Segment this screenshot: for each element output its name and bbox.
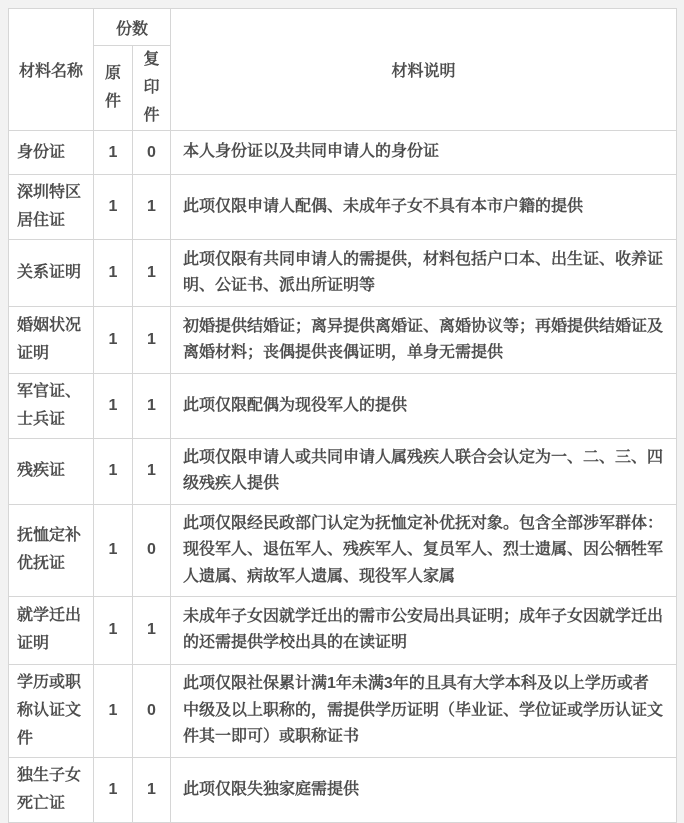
material-description: 本人身份证以及共同申请人的身份证 [171,131,677,175]
table-row [9,307,677,374]
material-name: 身份证 [9,131,94,175]
material-description: 未成年子女因就学迁出的需市公安局出具证明；成年子女因就学迁出的还需提供学校出具的在读证明 [171,596,677,664]
header-original: 原件 [94,46,133,131]
material-description: 此项仅限申请人配偶、未成年子女不具有本市户籍的提供 [171,175,677,240]
table-header [9,9,677,131]
material-name: 关系证明 [9,240,94,307]
material-name: 独生子女死亡证 [9,757,94,822]
photocopy-count: 0 [133,664,171,757]
material-description: 此项仅限配偶为现役军人的提供 [171,374,677,439]
original-count: 1 [94,131,133,175]
table-row [9,757,677,822]
original-count: 1 [94,664,133,757]
material-name: 残疾证 [9,439,94,505]
photocopy-count: 1 [133,374,171,439]
header-photocopy: 复印件 [133,46,171,131]
photocopy-count: 1 [133,175,171,240]
photocopy-count: 1 [133,240,171,307]
header-copies-group: 份数 [94,9,171,46]
material-description: 此项仅限社保累计满1年未满3年的且具有大学本科及以上学历或者中级及以上职称的，需提供学历证明（毕业证、学位证或学历认证文件其一即可）或职称证书 [171,664,677,757]
table-row [9,240,677,307]
table-row [9,374,677,439]
materials-table [8,8,677,823]
original-count: 1 [94,307,133,374]
table-row [9,504,677,596]
original-count: 1 [94,439,133,505]
material-name: 学历或职称认证文件 [9,664,94,757]
material-name: 婚姻状况证明 [9,307,94,374]
material-description: 此项仅限有共同申请人的需提供，材料包括户口本、出生证、收养证明、公证书、派出所证明等 [171,240,677,307]
original-count: 1 [94,504,133,596]
material-name: 深圳特区居住证 [9,175,94,240]
header-material-name: 材料名称 [9,9,94,131]
photocopy-count: 0 [133,504,171,596]
table-row [9,664,677,757]
table-row [9,131,677,175]
material-name: 军官证、士兵证 [9,374,94,439]
photocopy-count: 1 [133,596,171,664]
original-count: 1 [94,240,133,307]
original-count: 1 [94,596,133,664]
table-row [9,439,677,505]
material-description: 此项仅限失独家庭需提供 [171,757,677,822]
material-name: 就学迁出证明 [9,596,94,664]
table-row [9,175,677,240]
table-row [9,596,677,664]
material-description: 此项仅限经民政部门认定为抚恤定补优抚对象。包含全部涉军群体：现役军人、退伍军人、残疾军人、复员军人、烈士遗属、因公牺牲军人遗属、病故军人遗属、现役军人家属 [171,504,677,596]
material-description: 此项仅限申请人或共同申请人属残疾人联合会认定为一、二、三、四级残疾人提供 [171,439,677,505]
photocopy-count: 1 [133,757,171,822]
header-row-top [9,9,677,46]
photocopy-count: 1 [133,439,171,505]
original-count: 1 [94,374,133,439]
photocopy-count: 1 [133,307,171,374]
header-material-description: 材料说明 [171,9,677,131]
material-description: 初婚提供结婚证；离异提供离婚证、离婚协议等；再婚提供结婚证及离婚材料；丧偶提供丧偶证明，单身无需提供 [171,307,677,374]
original-count: 1 [94,175,133,240]
photocopy-count: 0 [133,131,171,175]
original-count: 1 [94,757,133,822]
table-body [9,131,677,823]
material-name: 抚恤定补优抚证 [9,504,94,596]
